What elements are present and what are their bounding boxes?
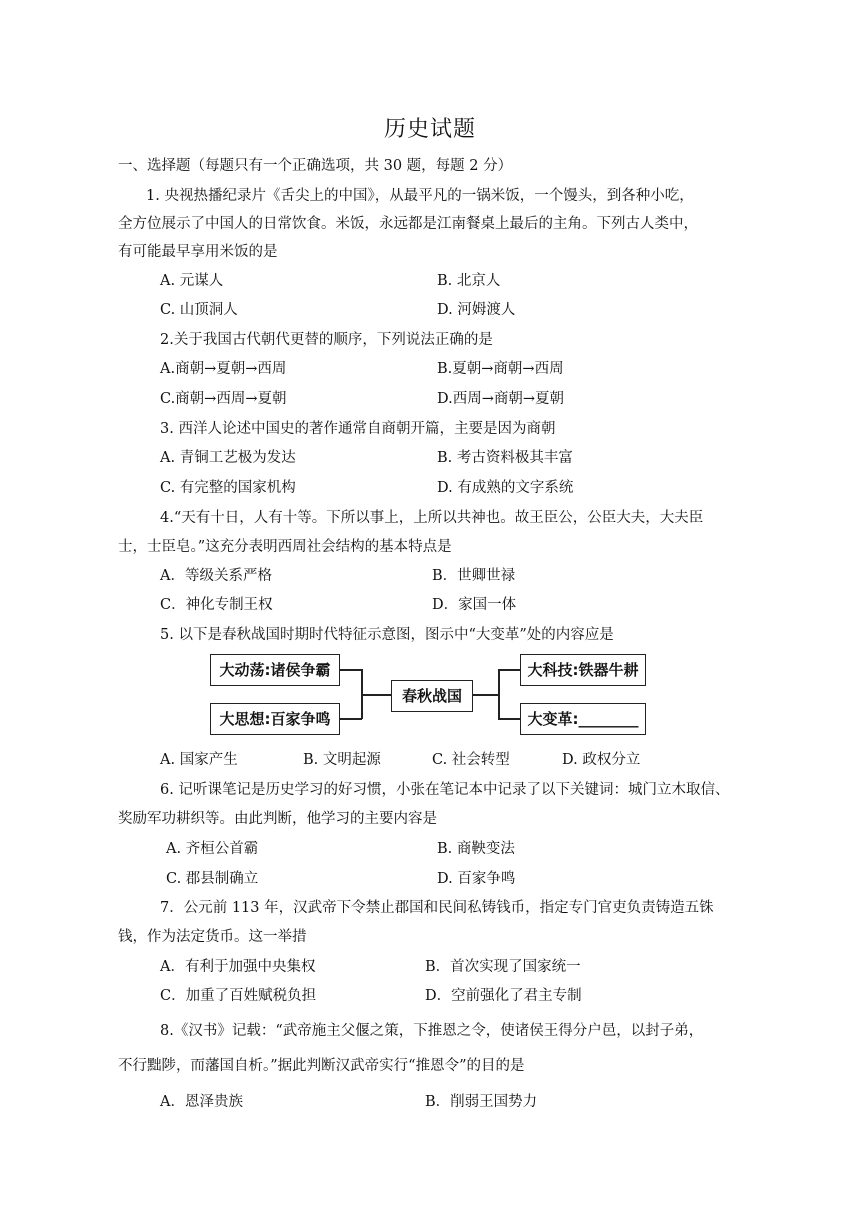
q3-option-a: A. 青铜工艺极为发达 <box>160 450 296 466</box>
q3-option-d: D. 有成熟的文字系统 <box>437 480 574 496</box>
q6-line-2: 奖励军功耕织等。由此判断，他学习的主要内容是 <box>118 811 437 827</box>
q1-line-2: 全方位展示了中国人的日常饮食。米饭，永远都是江南餐桌上最后的主角。下列古人类中， <box>118 216 698 232</box>
q1-line-3: 有可能最早享用米饭的是 <box>118 244 278 260</box>
q6-option-a: A. 齐桓公首霸 <box>166 841 259 857</box>
q7-option-c: C．加重了百姓赋税负担 <box>160 988 317 1004</box>
q3-option-b: B. 考古资料极其丰富 <box>437 450 573 466</box>
diagram-box-center: 春秋战国 <box>391 680 473 712</box>
q4-option-b: B．世卿世禄 <box>432 568 516 584</box>
q4-option-a: A．等级关系严格 <box>160 568 272 584</box>
connector <box>340 669 362 671</box>
q5-option-c: C. 社会转型 <box>432 752 510 768</box>
q1-option-c: C. 山顶洞人 <box>160 302 238 318</box>
q7-line-1: 7．公元前 113 年，汉武帝下令禁止郡国和民间私铸钱币，指定专门官吏负责铸造五铢 <box>160 900 714 916</box>
q3-line-1: 3. 西洋人论述中国史的著作通常自商朝开篇，主要是因为商朝 <box>160 421 556 437</box>
connector <box>498 669 520 671</box>
q4-line-2: 士，士臣皂。”这充分表明西周社会结构的基本特点是 <box>118 539 452 555</box>
q2-option-a: A.商朝→夏朝→西周 <box>160 361 287 377</box>
diagram-box-turmoil: 大动荡:诸侯争霸 <box>210 654 340 686</box>
q5-option-a: A. 国家产生 <box>160 752 238 768</box>
era-diagram <box>210 654 650 740</box>
q3-option-c: C. 有完整的国家机构 <box>160 480 296 496</box>
section-heading: 一、选择题（每题只有一个正确选项，共 30 题，每题 2 分） <box>118 158 513 174</box>
q4-option-c: C．神化专制王权 <box>160 597 273 613</box>
q1-option-a: A. 元谋人 <box>160 273 224 289</box>
connector <box>473 694 499 696</box>
q7-option-b: B．首次实现了国家统一 <box>425 959 581 975</box>
q2-line-1: 2.关于我国古代朝代更替的顺序，下列说法正确的是 <box>160 332 493 348</box>
q1-option-b: B. 北京人 <box>437 273 501 289</box>
q7-line-2: 钱，作为法定货币。这一举措 <box>118 929 307 945</box>
q6-line-1: 6. 记听课笔记是历史学习的好习惯，小张在笔记本中记录了以下关键词：城门立木取信、 <box>160 782 730 798</box>
q2-option-c: C.商朝→西周→夏朝 <box>160 391 287 407</box>
connector <box>498 718 520 720</box>
connector <box>361 694 391 696</box>
q2-option-d: D.西周→商朝→夏朝 <box>437 391 565 407</box>
q2-option-b: B.夏朝→商朝→西周 <box>437 361 564 377</box>
q8-option-a: A．恩泽贵族 <box>160 1094 243 1110</box>
q5-option-b: B. 文明起源 <box>303 752 381 768</box>
page-title: 历史试题 <box>383 117 476 142</box>
q4-line-1: 4.“天有十日，人有十等。下所以事上，上所以共神也。故王臣公，公臣大夫，大夫臣 <box>160 510 704 526</box>
q5-line-1: 5. 以下是春秋战国时期时代特征示意图，图示中“大变革”处的内容应是 <box>160 627 614 643</box>
q8-line-1: 8.《汉书》记载：“武帝施主父偃之策，下推恩之令，使诸侯王得分户邑，以封子弟， <box>160 1023 704 1039</box>
diagram-box-reform: 大变革:________ <box>520 703 646 735</box>
diagram-box-thought: 大思想:百家争鸣 <box>210 703 340 735</box>
q1-option-d: D. 河姆渡人 <box>437 302 516 318</box>
q8-option-b: B．削弱王国势力 <box>425 1094 538 1110</box>
q6-option-b: B. 商鞅变法 <box>437 841 515 857</box>
diagram-box-technology: 大科技:铁器牛耕 <box>520 654 646 686</box>
q8-line-2: 不行黜陟，而藩国自析。”据此判断汉武帝实行“推恩令”的目的是 <box>118 1058 525 1074</box>
q6-option-d: D. 百家争鸣 <box>437 871 516 887</box>
q6-option-c: C. 郡县制确立 <box>166 871 259 887</box>
q4-option-d: D．家国一体 <box>432 597 517 613</box>
q7-option-d: D．空前强化了君主专制 <box>425 988 582 1004</box>
connector <box>340 718 362 720</box>
connector <box>498 669 500 719</box>
q5-option-d: D. 政权分立 <box>562 752 641 768</box>
q7-option-a: A．有利于加强中央集权 <box>160 959 316 975</box>
q1-line-1: 1. 央视热播纪录片《舌尖上的中国》，从最平凡的一锅米饭，一个馒头，到各种小吃， <box>146 188 694 204</box>
